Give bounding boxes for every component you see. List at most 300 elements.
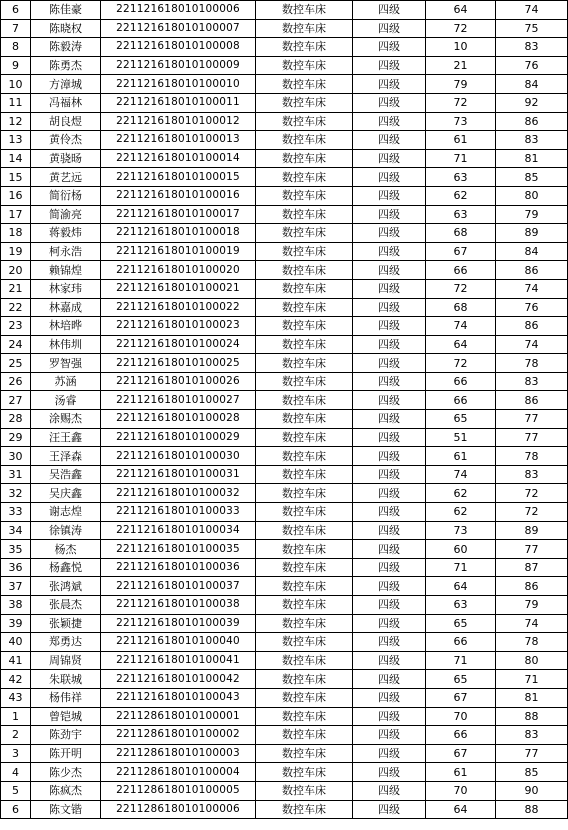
name-cell: 陈疯杰 [31, 781, 101, 800]
certificate-id-cell: 221121618010100041 [101, 651, 256, 670]
row-number-cell: 4 [1, 763, 31, 782]
certificate-id-cell: 221121618010100031 [101, 465, 256, 484]
level-cell: 四级 [353, 633, 426, 652]
row-number-cell: 33 [1, 503, 31, 522]
table-row [1, 707, 568, 726]
level-cell: 四级 [353, 279, 426, 298]
trade-cell: 数控车床 [256, 354, 353, 373]
name-cell: 陈文锴 [31, 800, 101, 819]
name-cell: 吴浩鑫 [31, 465, 101, 484]
level-cell: 四级 [353, 707, 426, 726]
practical-score-cell: 74 [496, 1, 568, 20]
level-cell: 四级 [353, 577, 426, 596]
table-row [1, 186, 568, 205]
trade-cell: 数控车床 [256, 38, 353, 57]
certificate-id-cell: 221121618010100028 [101, 410, 256, 429]
theory-score-cell: 10 [426, 38, 496, 57]
certificate-id-cell: 221121618010100026 [101, 372, 256, 391]
table-row [1, 577, 568, 596]
name-cell: 杨伟祥 [31, 688, 101, 707]
level-cell: 四级 [353, 410, 426, 429]
trade-cell: 数控车床 [256, 19, 353, 38]
table-row [1, 614, 568, 633]
theory-score-cell: 71 [426, 558, 496, 577]
row-number-cell: 39 [1, 614, 31, 633]
name-cell: 吴庆鑫 [31, 484, 101, 503]
theory-score-cell: 68 [426, 224, 496, 243]
certificate-id-cell: 221121618010100016 [101, 186, 256, 205]
level-cell: 四级 [353, 540, 426, 559]
row-number-cell: 37 [1, 577, 31, 596]
level-cell: 四级 [353, 298, 426, 317]
practical-score-cell: 86 [496, 261, 568, 280]
certificate-id-cell: 221121618010100021 [101, 279, 256, 298]
table-row [1, 800, 568, 819]
row-number-cell: 25 [1, 354, 31, 373]
row-number-cell: 28 [1, 410, 31, 429]
level-cell: 四级 [353, 428, 426, 447]
row-number-cell: 20 [1, 261, 31, 280]
table-row [1, 503, 568, 522]
table-row [1, 279, 568, 298]
level-cell: 四级 [353, 670, 426, 689]
level-cell: 四级 [353, 800, 426, 819]
name-cell: 陈勇杰 [31, 56, 101, 75]
practical-score-cell: 72 [496, 484, 568, 503]
name-cell: 罗智强 [31, 354, 101, 373]
level-cell: 四级 [353, 596, 426, 615]
level-cell: 四级 [353, 614, 426, 633]
level-cell: 四级 [353, 1, 426, 20]
trade-cell: 数控车床 [256, 131, 353, 150]
table-row [1, 335, 568, 354]
trade-cell: 数控车床 [256, 540, 353, 559]
row-number-cell: 10 [1, 75, 31, 94]
level-cell: 四级 [353, 372, 426, 391]
theory-score-cell: 66 [426, 633, 496, 652]
table-row [1, 558, 568, 577]
theory-score-cell: 65 [426, 614, 496, 633]
theory-score-cell: 67 [426, 688, 496, 707]
certificate-id-cell: 221121618010100036 [101, 558, 256, 577]
level-cell: 四级 [353, 168, 426, 187]
row-number-cell: 19 [1, 242, 31, 261]
certificate-id-cell: 221121618010100010 [101, 75, 256, 94]
practical-score-cell: 85 [496, 763, 568, 782]
certificate-id-cell: 221121618010100032 [101, 484, 256, 503]
certificate-id-cell: 221128618010100006 [101, 800, 256, 819]
trade-cell: 数控车床 [256, 670, 353, 689]
practical-score-cell: 80 [496, 186, 568, 205]
name-cell: 黄伶杰 [31, 131, 101, 150]
name-cell: 林伟圳 [31, 335, 101, 354]
trade-cell: 数控车床 [256, 317, 353, 336]
table-row [1, 1, 568, 20]
table-row [1, 205, 568, 224]
row-number-cell: 3 [1, 744, 31, 763]
practical-score-cell: 92 [496, 93, 568, 112]
level-cell: 四级 [353, 744, 426, 763]
practical-score-cell: 86 [496, 112, 568, 131]
row-number-cell: 12 [1, 112, 31, 131]
row-number-cell: 30 [1, 447, 31, 466]
theory-score-cell: 66 [426, 726, 496, 745]
trade-cell: 数控车床 [256, 261, 353, 280]
table-row [1, 596, 568, 615]
row-number-cell: 11 [1, 93, 31, 112]
name-cell: 陈晓权 [31, 19, 101, 38]
certificate-id-cell: 221121618010100029 [101, 428, 256, 447]
theory-score-cell: 62 [426, 503, 496, 522]
trade-cell: 数控车床 [256, 447, 353, 466]
certificate-id-cell: 221121618010100040 [101, 633, 256, 652]
level-cell: 四级 [353, 56, 426, 75]
trade-cell: 数控车床 [256, 465, 353, 484]
name-cell: 张颖捷 [31, 614, 101, 633]
certificate-id-cell: 221121618010100030 [101, 447, 256, 466]
row-number-cell: 42 [1, 670, 31, 689]
certificate-id-cell: 221121618010100025 [101, 354, 256, 373]
trade-cell: 数控车床 [256, 688, 353, 707]
theory-score-cell: 65 [426, 410, 496, 429]
name-cell: 简渝亮 [31, 205, 101, 224]
theory-score-cell: 68 [426, 298, 496, 317]
row-number-cell: 43 [1, 688, 31, 707]
trade-cell: 数控车床 [256, 372, 353, 391]
row-number-cell: 24 [1, 335, 31, 354]
theory-score-cell: 61 [426, 131, 496, 150]
practical-score-cell: 78 [496, 447, 568, 466]
trade-cell: 数控车床 [256, 596, 353, 615]
certificate-id-cell: 221128618010100004 [101, 763, 256, 782]
theory-score-cell: 64 [426, 577, 496, 596]
name-cell: 林嘉成 [31, 298, 101, 317]
theory-score-cell: 66 [426, 391, 496, 410]
practical-score-cell: 90 [496, 781, 568, 800]
theory-score-cell: 79 [426, 75, 496, 94]
trade-cell: 数控车床 [256, 558, 353, 577]
table-row [1, 651, 568, 670]
practical-score-cell: 87 [496, 558, 568, 577]
level-cell: 四级 [353, 93, 426, 112]
name-cell: 林家玮 [31, 279, 101, 298]
trade-cell: 数控车床 [256, 484, 353, 503]
practical-score-cell: 83 [496, 465, 568, 484]
trade-cell: 数控车床 [256, 168, 353, 187]
certificate-id-cell: 221128618010100003 [101, 744, 256, 763]
theory-score-cell: 63 [426, 596, 496, 615]
theory-score-cell: 51 [426, 428, 496, 447]
certificate-id-cell: 221121618010100018 [101, 224, 256, 243]
trade-cell: 数控车床 [256, 298, 353, 317]
practical-score-cell: 81 [496, 688, 568, 707]
row-number-cell: 32 [1, 484, 31, 503]
level-cell: 四级 [353, 558, 426, 577]
name-cell: 黄艺远 [31, 168, 101, 187]
row-number-cell: 26 [1, 372, 31, 391]
row-number-cell: 7 [1, 19, 31, 38]
theory-score-cell: 65 [426, 670, 496, 689]
level-cell: 四级 [353, 484, 426, 503]
level-cell: 四级 [353, 186, 426, 205]
row-number-cell: 17 [1, 205, 31, 224]
row-number-cell: 41 [1, 651, 31, 670]
table-row [1, 261, 568, 280]
trade-cell: 数控车床 [256, 577, 353, 596]
practical-score-cell: 83 [496, 131, 568, 150]
theory-score-cell: 62 [426, 484, 496, 503]
table-row [1, 688, 568, 707]
practical-score-cell: 77 [496, 428, 568, 447]
practical-score-cell: 89 [496, 224, 568, 243]
table-row [1, 447, 568, 466]
level-cell: 四级 [353, 149, 426, 168]
trade-cell: 数控车床 [256, 112, 353, 131]
name-cell: 涂赐杰 [31, 410, 101, 429]
certificate-id-cell: 221121618010100008 [101, 38, 256, 57]
name-cell: 王泽森 [31, 447, 101, 466]
name-cell: 张鸿斌 [31, 577, 101, 596]
certificate-id-cell: 221121618010100007 [101, 19, 256, 38]
row-number-cell: 8 [1, 38, 31, 57]
level-cell: 四级 [353, 224, 426, 243]
name-cell: 谢志煌 [31, 503, 101, 522]
practical-score-cell: 74 [496, 335, 568, 354]
level-cell: 四级 [353, 447, 426, 466]
table-row [1, 428, 568, 447]
row-number-cell: 9 [1, 56, 31, 75]
trade-cell: 数控车床 [256, 242, 353, 261]
trade-cell: 数控车床 [256, 1, 353, 20]
row-number-cell: 23 [1, 317, 31, 336]
level-cell: 四级 [353, 131, 426, 150]
name-cell: 陈劲宇 [31, 726, 101, 745]
certificate-id-cell: 221121618010100012 [101, 112, 256, 131]
name-cell: 蒋毅炜 [31, 224, 101, 243]
theory-score-cell: 71 [426, 149, 496, 168]
trade-cell: 数控车床 [256, 633, 353, 652]
practical-score-cell: 81 [496, 149, 568, 168]
row-number-cell: 22 [1, 298, 31, 317]
table-row [1, 38, 568, 57]
name-cell: 柯永浩 [31, 242, 101, 261]
name-cell: 汪王鑫 [31, 428, 101, 447]
table-row [1, 633, 568, 652]
practical-score-cell: 79 [496, 596, 568, 615]
certificate-id-cell: 221128618010100005 [101, 781, 256, 800]
table-row [1, 242, 568, 261]
name-cell: 胡良煜 [31, 112, 101, 131]
score-table-body [1, 1, 568, 819]
trade-cell: 数控车床 [256, 651, 353, 670]
level-cell: 四级 [353, 317, 426, 336]
level-cell: 四级 [353, 261, 426, 280]
certificate-id-cell: 221121618010100011 [101, 93, 256, 112]
trade-cell: 数控车床 [256, 707, 353, 726]
trade-cell: 数控车床 [256, 56, 353, 75]
trade-cell: 数控车床 [256, 503, 353, 522]
name-cell: 冯福林 [31, 93, 101, 112]
row-number-cell: 31 [1, 465, 31, 484]
level-cell: 四级 [353, 205, 426, 224]
table-row [1, 224, 568, 243]
practical-score-cell: 74 [496, 279, 568, 298]
name-cell: 陈毅涛 [31, 38, 101, 57]
certificate-id-cell: 221121618010100042 [101, 670, 256, 689]
row-number-cell: 6 [1, 800, 31, 819]
theory-score-cell: 62 [426, 186, 496, 205]
practical-score-cell: 77 [496, 744, 568, 763]
theory-score-cell: 21 [426, 56, 496, 75]
certificate-id-cell: 221121618010100043 [101, 688, 256, 707]
level-cell: 四级 [353, 75, 426, 94]
row-number-cell: 21 [1, 279, 31, 298]
practical-score-cell: 77 [496, 410, 568, 429]
table-row [1, 317, 568, 336]
level-cell: 四级 [353, 354, 426, 373]
row-number-cell: 40 [1, 633, 31, 652]
name-cell: 林培晔 [31, 317, 101, 336]
theory-score-cell: 74 [426, 465, 496, 484]
name-cell: 周锦贤 [31, 651, 101, 670]
certificate-id-cell: 221121618010100039 [101, 614, 256, 633]
theory-score-cell: 74 [426, 317, 496, 336]
certificate-id-cell: 221121618010100022 [101, 298, 256, 317]
practical-score-cell: 89 [496, 521, 568, 540]
theory-score-cell: 63 [426, 168, 496, 187]
name-cell: 简衍杨 [31, 186, 101, 205]
table-row [1, 298, 568, 317]
theory-score-cell: 71 [426, 651, 496, 670]
certificate-id-cell: 221128618010100002 [101, 726, 256, 745]
certificate-id-cell: 221121618010100037 [101, 577, 256, 596]
trade-cell: 数控车床 [256, 726, 353, 745]
level-cell: 四级 [353, 465, 426, 484]
theory-score-cell: 72 [426, 354, 496, 373]
row-number-cell: 29 [1, 428, 31, 447]
theory-score-cell: 64 [426, 800, 496, 819]
certificate-id-cell: 221128618010100001 [101, 707, 256, 726]
row-number-cell: 15 [1, 168, 31, 187]
table-row [1, 484, 568, 503]
certificate-id-cell: 221121618010100017 [101, 205, 256, 224]
practical-score-cell: 85 [496, 168, 568, 187]
table-row [1, 56, 568, 75]
level-cell: 四级 [353, 391, 426, 410]
row-number-cell: 2 [1, 726, 31, 745]
practical-score-cell: 75 [496, 19, 568, 38]
certificate-id-cell: 221121618010100038 [101, 596, 256, 615]
level-cell: 四级 [353, 503, 426, 522]
theory-score-cell: 73 [426, 112, 496, 131]
trade-cell: 数控车床 [256, 279, 353, 298]
practical-score-cell: 77 [496, 540, 568, 559]
name-cell: 方漳城 [31, 75, 101, 94]
trade-cell: 数控车床 [256, 614, 353, 633]
table-row [1, 372, 568, 391]
table-row [1, 726, 568, 745]
practical-score-cell: 78 [496, 354, 568, 373]
practical-score-cell: 71 [496, 670, 568, 689]
trade-cell: 数控车床 [256, 428, 353, 447]
practical-score-cell: 76 [496, 56, 568, 75]
table-row [1, 168, 568, 187]
row-number-cell: 13 [1, 131, 31, 150]
practical-score-cell: 76 [496, 298, 568, 317]
table-row [1, 540, 568, 559]
row-number-cell: 14 [1, 149, 31, 168]
name-cell: 杨杰 [31, 540, 101, 559]
trade-cell: 数控车床 [256, 763, 353, 782]
row-number-cell: 18 [1, 224, 31, 243]
certificate-id-cell: 221121618010100027 [101, 391, 256, 410]
table-row [1, 112, 568, 131]
name-cell: 徐镇涛 [31, 521, 101, 540]
certificate-id-cell: 221121618010100015 [101, 168, 256, 187]
trade-cell: 数控车床 [256, 93, 353, 112]
row-number-cell: 5 [1, 781, 31, 800]
table-row [1, 521, 568, 540]
certificate-id-cell: 221121618010100024 [101, 335, 256, 354]
certificate-id-cell: 221121618010100035 [101, 540, 256, 559]
certificate-id-cell: 221121618010100009 [101, 56, 256, 75]
level-cell: 四级 [353, 19, 426, 38]
practical-score-cell: 88 [496, 800, 568, 819]
practical-score-cell: 84 [496, 242, 568, 261]
name-cell: 朱联城 [31, 670, 101, 689]
level-cell: 四级 [353, 688, 426, 707]
theory-score-cell: 66 [426, 372, 496, 391]
practical-score-cell: 83 [496, 726, 568, 745]
theory-score-cell: 64 [426, 335, 496, 354]
theory-score-cell: 70 [426, 707, 496, 726]
name-cell: 黄骁旸 [31, 149, 101, 168]
practical-score-cell: 86 [496, 391, 568, 410]
level-cell: 四级 [353, 726, 426, 745]
level-cell: 四级 [353, 651, 426, 670]
table-row [1, 465, 568, 484]
table-row [1, 781, 568, 800]
row-number-cell: 36 [1, 558, 31, 577]
name-cell: 张晨杰 [31, 596, 101, 615]
theory-score-cell: 61 [426, 447, 496, 466]
table-row [1, 670, 568, 689]
theory-score-cell: 67 [426, 744, 496, 763]
theory-score-cell: 70 [426, 781, 496, 800]
practical-score-cell: 83 [496, 38, 568, 57]
practical-score-cell: 79 [496, 205, 568, 224]
level-cell: 四级 [353, 38, 426, 57]
level-cell: 四级 [353, 112, 426, 131]
table-row [1, 75, 568, 94]
practical-score-cell: 83 [496, 372, 568, 391]
row-number-cell: 34 [1, 521, 31, 540]
row-number-cell: 1 [1, 707, 31, 726]
theory-score-cell: 72 [426, 279, 496, 298]
trade-cell: 数控车床 [256, 391, 353, 410]
practical-score-cell: 80 [496, 651, 568, 670]
theory-score-cell: 66 [426, 261, 496, 280]
certificate-id-cell: 221121618010100033 [101, 503, 256, 522]
trade-cell: 数控车床 [256, 186, 353, 205]
trade-cell: 数控车床 [256, 224, 353, 243]
certificate-id-cell: 221121618010100034 [101, 521, 256, 540]
theory-score-cell: 67 [426, 242, 496, 261]
table-row [1, 744, 568, 763]
table-row [1, 149, 568, 168]
trade-cell: 数控车床 [256, 75, 353, 94]
name-cell: 陈佳豪 [31, 1, 101, 20]
